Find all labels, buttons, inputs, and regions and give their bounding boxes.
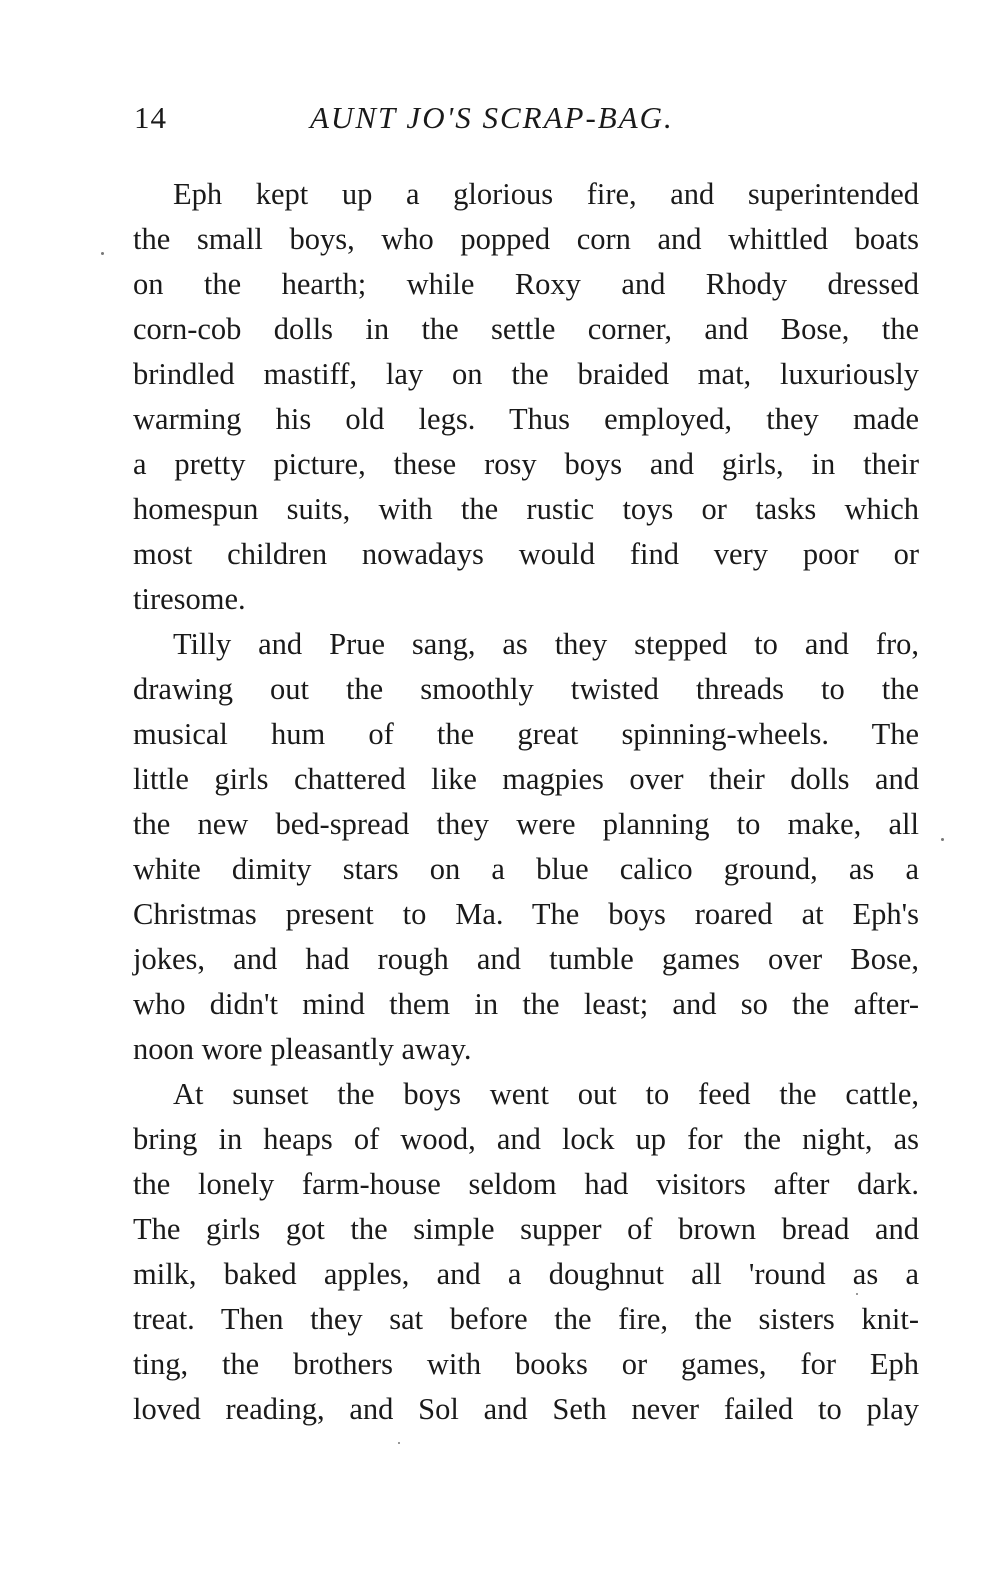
scan-speck (856, 1293, 858, 1295)
text-line: most children nowadays would find very poor or (133, 537, 919, 571)
page-header (132, 96, 922, 140)
body-text (133, 172, 919, 1432)
running-title: AUNT JO'S SCRAP-BAG. (310, 100, 674, 135)
text-line: Christmas present to Ma. The boys roared at Eph's (133, 897, 919, 931)
text-line: the lonely farm-house seldom had visitors after dark. (133, 1167, 919, 1201)
text-line: warming his old legs. Thus employed, they made (133, 402, 919, 436)
text-line: little girls chattered like magpies over their dolls and (133, 762, 919, 796)
text-line: a pretty picture, these rosy boys and girls, in their (133, 447, 919, 481)
paragraph-1 (133, 172, 919, 622)
scan-speck (941, 838, 944, 841)
text-line: musical hum of the great spinning-wheels. The (133, 717, 919, 751)
text-line: the small boys, who popped corn and whittled boats (133, 222, 919, 256)
text-line: treat. Then they sat before the fire, the sisters knit- (133, 1302, 919, 1336)
text-line: tiresome. (133, 582, 246, 616)
paragraph-3 (133, 1072, 919, 1432)
text-line: who didn't mind them in the least; and so the after- (133, 987, 919, 1021)
text-line: bring in heaps of wood, and lock up for the night, as (133, 1122, 919, 1156)
text-line: milk, baked apples, and a doughnut all 'round as a (133, 1257, 919, 1291)
text-line: noon wore pleasantly away. (133, 1032, 472, 1066)
text-line: drawing out the smoothly twisted threads to the (133, 672, 919, 706)
text-line: brindled mastiff, lay on the braided mat, luxuriously (133, 357, 919, 391)
text-line: the new bed-spread they were planning to make, all (133, 807, 919, 841)
text-line: At sunset the boys went out to feed the cattle, (173, 1077, 919, 1111)
text-line: Eph kept up a glorious fire, and superintended (173, 177, 919, 211)
text-line: white dimity stars on a blue calico ground, as a (133, 852, 919, 886)
page-number: 14 (134, 100, 167, 135)
paragraph-2 (133, 622, 919, 1072)
text-line: loved reading, and Sol and Seth never failed to play (133, 1392, 919, 1426)
scan-speck (101, 252, 104, 255)
text-line: The girls got the simple supper of brown bread and (133, 1212, 919, 1246)
text-line: ting, the brothers with books or games, for Eph (133, 1347, 919, 1381)
text-line: homespun suits, with the rustic toys or tasks which (133, 492, 919, 526)
scan-speck (398, 1442, 400, 1444)
text-line: corn-cob dolls in the settle corner, and Bose, the (133, 312, 919, 346)
text-line: on the hearth; while Roxy and Rhody dressed (133, 267, 919, 301)
text-line: Tilly and Prue sang, as they stepped to and fro, (173, 627, 919, 661)
text-line: jokes, and had rough and tumble games over Bose, (133, 942, 919, 976)
